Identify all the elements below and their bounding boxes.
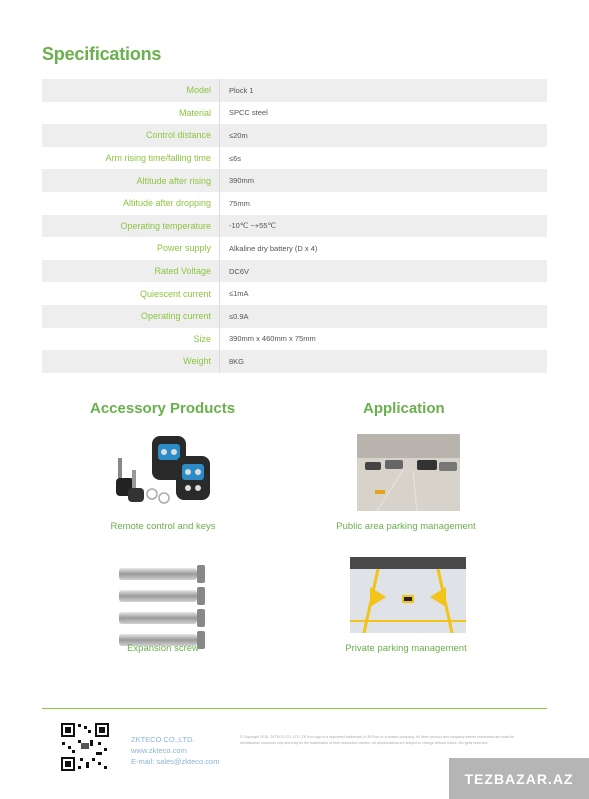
spec-value: 75mm [229, 198, 250, 208]
private-parking-image [350, 557, 466, 633]
accessory-caption-screw: Expansion screw [127, 643, 199, 654]
spec-value: 390mm x 460mm x 75mm [229, 334, 316, 344]
spec-value: SPCC steel [229, 108, 268, 118]
spec-row [42, 237, 547, 260]
spec-label: Altitude after dropping [42, 192, 220, 215]
spec-label: Weight [42, 350, 220, 373]
spec-row [42, 192, 547, 215]
spec-row [42, 102, 547, 125]
spec-value: DC6V [229, 266, 250, 276]
footer-divider [42, 708, 547, 709]
spec-row [42, 169, 547, 192]
remote-keys-image [110, 430, 220, 512]
spec-row [42, 260, 547, 283]
expansion-screw-image [113, 562, 213, 654]
public-parking-image [357, 434, 460, 511]
spec-value: 8KG [229, 356, 245, 366]
spec-row [42, 282, 547, 305]
spec-table [42, 79, 547, 373]
spec-row [42, 124, 547, 147]
company-website[interactable]: www.zkteco.com [131, 746, 187, 755]
spec-label: Size [42, 328, 220, 351]
qr-code-icon [60, 722, 110, 772]
company-email[interactable]: E-mail: sales@zkteco.com [131, 757, 220, 766]
spec-row [42, 215, 547, 238]
spec-label: Quiescent current [42, 282, 220, 305]
spec-row [42, 79, 547, 102]
spec-label: Arm rising time/falling time [42, 147, 220, 170]
spec-row [42, 328, 547, 351]
watermark-text: TEZBAZAR.AZ [464, 770, 574, 787]
spec-value: -10℃ ~+55℃ [229, 221, 276, 231]
accessory-heading: Accessory Products [90, 400, 236, 417]
spec-label: Control distance [42, 124, 220, 147]
spec-label: Model [42, 79, 220, 102]
spec-label: Material [42, 102, 220, 125]
application-heading: Application [363, 400, 445, 417]
spec-value: ≤0.9A [229, 311, 249, 321]
spec-value: Alkaline dry battery (D x 4) [229, 243, 318, 253]
spec-label: Operating temperature [42, 215, 220, 238]
legal-text: © Copyright 2018. ZKTECO CO.,LTD. ZKTeco logo is a registered trademark of ZKTeco or a related company. All other product and company names mentioned are used for identification purposes only and may be the trademarks of their respective owners. All specifications are subject to change without notice. All rights reserved. [240, 735, 515, 745]
application-caption-public: Public area parking management [336, 521, 476, 532]
spec-row [42, 305, 547, 328]
spec-label: Altitude after rising [42, 169, 220, 192]
accessory-caption-remote: Remote control and keys [110, 521, 216, 532]
spec-value: Plock 1 [229, 85, 254, 95]
page-title: Specifications [42, 44, 162, 64]
spec-label: Rated Voltage [42, 260, 220, 283]
application-caption-private: Private parking management [345, 643, 467, 654]
spec-value: ≤6s [229, 153, 242, 163]
spec-value: ≤20m [229, 130, 248, 140]
company-info [131, 734, 219, 767]
spec-label: Operating current [42, 305, 220, 328]
company-name: ZKTECO CO.,LTD. [131, 735, 195, 744]
spec-label: Power supply [42, 237, 220, 260]
spec-row [42, 350, 547, 373]
spec-value: 390mm [229, 176, 255, 186]
spec-row [42, 147, 547, 170]
watermark [449, 758, 589, 799]
spec-value: ≤1mA [229, 289, 249, 299]
